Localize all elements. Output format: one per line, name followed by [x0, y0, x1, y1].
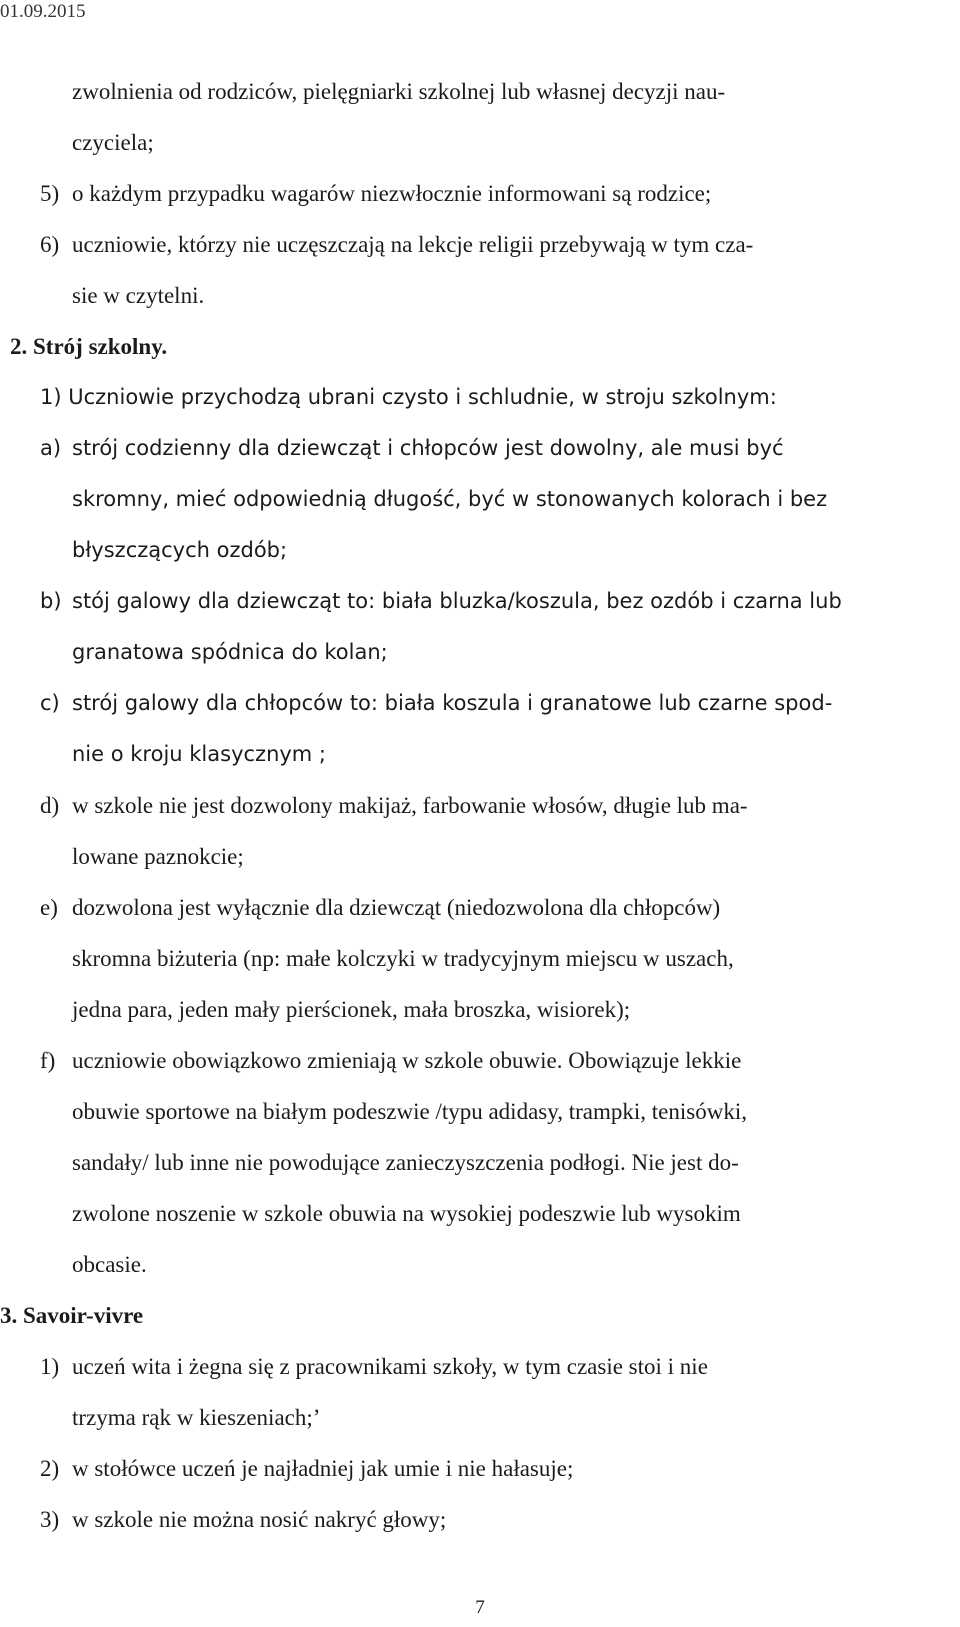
- list-item: [0, 1341, 960, 1392]
- list-text: w szkole nie można nosić nakryć głowy;: [72, 1507, 447, 1532]
- sub-list-continuation: [0, 627, 960, 678]
- list-item-continuation: [0, 1392, 960, 1443]
- sub-list-text: stój galowy dla dziewcząt to: biała bluzka/koszula, bez ozdób i czarna lub: [72, 589, 842, 613]
- line-text: zwolnienia od rodziców, pielęgniarki szkolnej lub własnej decyzji nau-: [72, 79, 726, 104]
- sub-list-text: strój codzienny dla dziewcząt i chłopców jest dowolny, ale musi być: [72, 436, 784, 460]
- list-text: uczniowie, którzy nie uczęszczają na lekcje religii przebywają w tym cza-: [72, 232, 754, 257]
- list-text: o każdym przypadku wagarów niezwłocznie informowani są rodzice;: [72, 181, 712, 206]
- text-line: [0, 117, 960, 168]
- sub-list-continuation: [0, 1239, 960, 1290]
- section-heading: [0, 1290, 960, 1341]
- section-title: 3. Savoir-vivre: [0, 1303, 144, 1328]
- list-label: 3): [40, 1507, 60, 1532]
- sub-list-text: jedna para, jeden mały pierścionek, mała broszka, wisiorek);: [72, 997, 631, 1022]
- sub-list-continuation: [0, 1137, 960, 1188]
- sub-list-text: lowane paznokcie;: [72, 844, 244, 869]
- sub-list-label: c): [40, 691, 60, 715]
- sub-list-item: [0, 780, 960, 831]
- sub-list-text: sandały/ lub inne nie powodujące zanieczyszczenia podłogi. Nie jest do-: [72, 1150, 739, 1175]
- sub-list-item: [0, 1035, 960, 1086]
- sub-list-text: błyszczących ozdób;: [72, 538, 288, 562]
- sub-list-text: w szkole nie jest dozwolony makijaż, farbowanie włosów, długie lub ma-: [72, 793, 748, 818]
- sub-list-label: d): [40, 793, 60, 818]
- section-title: 2. Strój szkolny.: [10, 334, 168, 359]
- sub-list-label: f): [40, 1048, 56, 1073]
- sub-list-label: b): [40, 589, 62, 613]
- sub-list-label: a): [40, 436, 62, 460]
- list-item: [0, 1443, 960, 1494]
- list-item: [0, 372, 960, 423]
- sub-list-item: [0, 678, 960, 729]
- sub-list-text: nie o kroju klasycznym ;: [72, 742, 327, 766]
- section-heading: [0, 321, 960, 372]
- list-item: [0, 168, 960, 219]
- sub-list-text: skromny, mieć odpowiednią długość, być w stonowanych kolorach i bez: [72, 487, 828, 511]
- sub-list-text: obuwie sportowe na białym podeszwie /typu adidasy, trampki, tenisówki,: [72, 1099, 747, 1124]
- list-item-continuation: [0, 270, 960, 321]
- sub-list-item: [0, 576, 960, 627]
- list-item: [0, 1494, 960, 1545]
- page-number: 7: [475, 1597, 485, 1618]
- sub-list-continuation: [0, 933, 960, 984]
- sub-list-item: [0, 882, 960, 933]
- sub-list-text: zwolone noszenie w szkole obuwia na wysokiej podeszwie lub wysokim: [72, 1201, 741, 1226]
- sub-list-text: obcasie.: [72, 1252, 147, 1277]
- list-text: trzyma rąk w kieszeniach;’: [72, 1405, 321, 1430]
- list-item: [0, 219, 960, 270]
- sub-list-continuation: [0, 984, 960, 1035]
- sub-list-item: [0, 423, 960, 474]
- document-body: [0, 66, 960, 1545]
- list-text: uczeń wita i żegna się z pracownikami szkoły, w tym czasie stoi i nie: [72, 1354, 708, 1379]
- list-label: 1): [40, 1354, 60, 1379]
- header-date: 01.09.2015: [0, 1, 86, 22]
- text-line: [0, 66, 960, 117]
- list-text: w stołówce uczeń je najładniej jak umie i nie hałasuje;: [72, 1456, 574, 1481]
- sub-list-continuation: [0, 831, 960, 882]
- line-text: czyciela;: [72, 130, 154, 155]
- sub-list-continuation: [0, 1086, 960, 1137]
- sub-list-text: uczniowie obowiązkowo zmieniają w szkole obuwie. Obowiązuje lekkie: [72, 1048, 742, 1073]
- list-label: 2): [40, 1456, 60, 1481]
- sub-list-text: skromna biżuteria (np: małe kolczyki w tradycyjnym miejscu w uszach,: [72, 946, 734, 971]
- sub-list-continuation: [0, 474, 960, 525]
- list-label: 5): [40, 181, 60, 206]
- sub-list-text: dozwolona jest wyłącznie dla dziewcząt (niedozwolona dla chłopców): [72, 895, 721, 920]
- list-text: 1) Uczniowie przychodzą ubrani czysto i schludnie, w stroju szkolnym:: [40, 385, 777, 409]
- sub-list-text: strój galowy dla chłopców to: biała koszula i granatowe lub czarne spod-: [72, 691, 833, 715]
- sub-list-text: granatowa spódnica do kolan;: [72, 640, 388, 664]
- sub-list-continuation: [0, 1188, 960, 1239]
- sub-list-label: e): [40, 895, 58, 920]
- sub-list-continuation: [0, 525, 960, 576]
- sub-list-continuation: [0, 729, 960, 780]
- list-label: 6): [40, 232, 60, 257]
- list-text: sie w czytelni.: [72, 283, 205, 308]
